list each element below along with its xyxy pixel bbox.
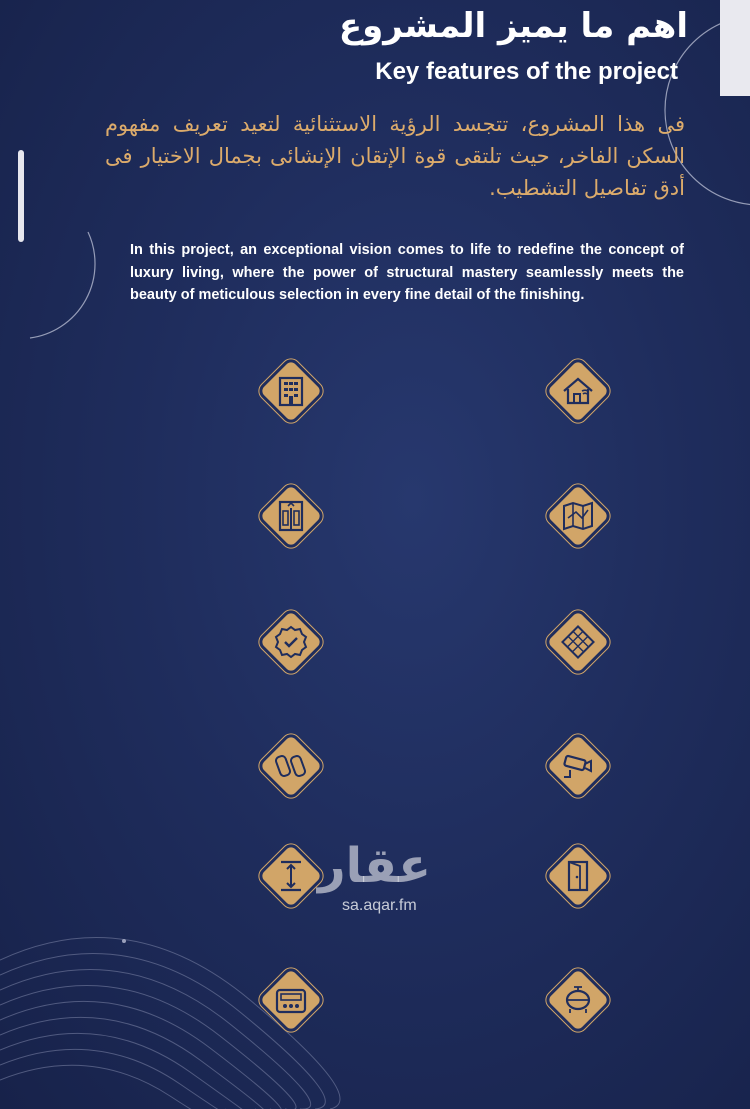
meter-icon — [269, 978, 313, 1022]
quality-badge-icon — [269, 620, 313, 664]
tiles-icon — [556, 620, 600, 664]
watermark-brand: عقار — [318, 838, 431, 894]
corner-accent-bar — [720, 0, 750, 96]
smart-home-icon — [556, 369, 600, 413]
elevator-icon — [269, 494, 313, 538]
security-camera-icon — [556, 744, 600, 788]
title-english: Key features of the project — [375, 58, 678, 85]
water-tank-icon — [556, 978, 600, 1022]
intro-arabic: فى هذا المشروع، تتجسد الرؤية الاستثنائية لتعيد تعريف مفهوم السكن الفاخر، حيث تلتقى قوة الإتقان الإنشائى بجمال الاختيار فى أدق تفاصيل التشطيب. — [105, 112, 685, 200]
side-accent-bar — [18, 150, 24, 242]
watermark-url: sa.aqar.fm — [342, 897, 417, 914]
parking-icon — [269, 744, 313, 788]
door-icon — [556, 854, 600, 898]
map-icon — [556, 494, 600, 538]
intro-english: In this project, an exceptional vision comes to life to redefine the concept of luxury living, where the power of structural mastery seamlessly meets the beauty of meticulous selection in every fine detail of the finishing. — [130, 242, 684, 303]
building-icon — [269, 369, 313, 413]
title-arabic: اهم ما يميز المشروع — [338, 6, 688, 46]
ceiling-height-icon — [269, 854, 313, 898]
